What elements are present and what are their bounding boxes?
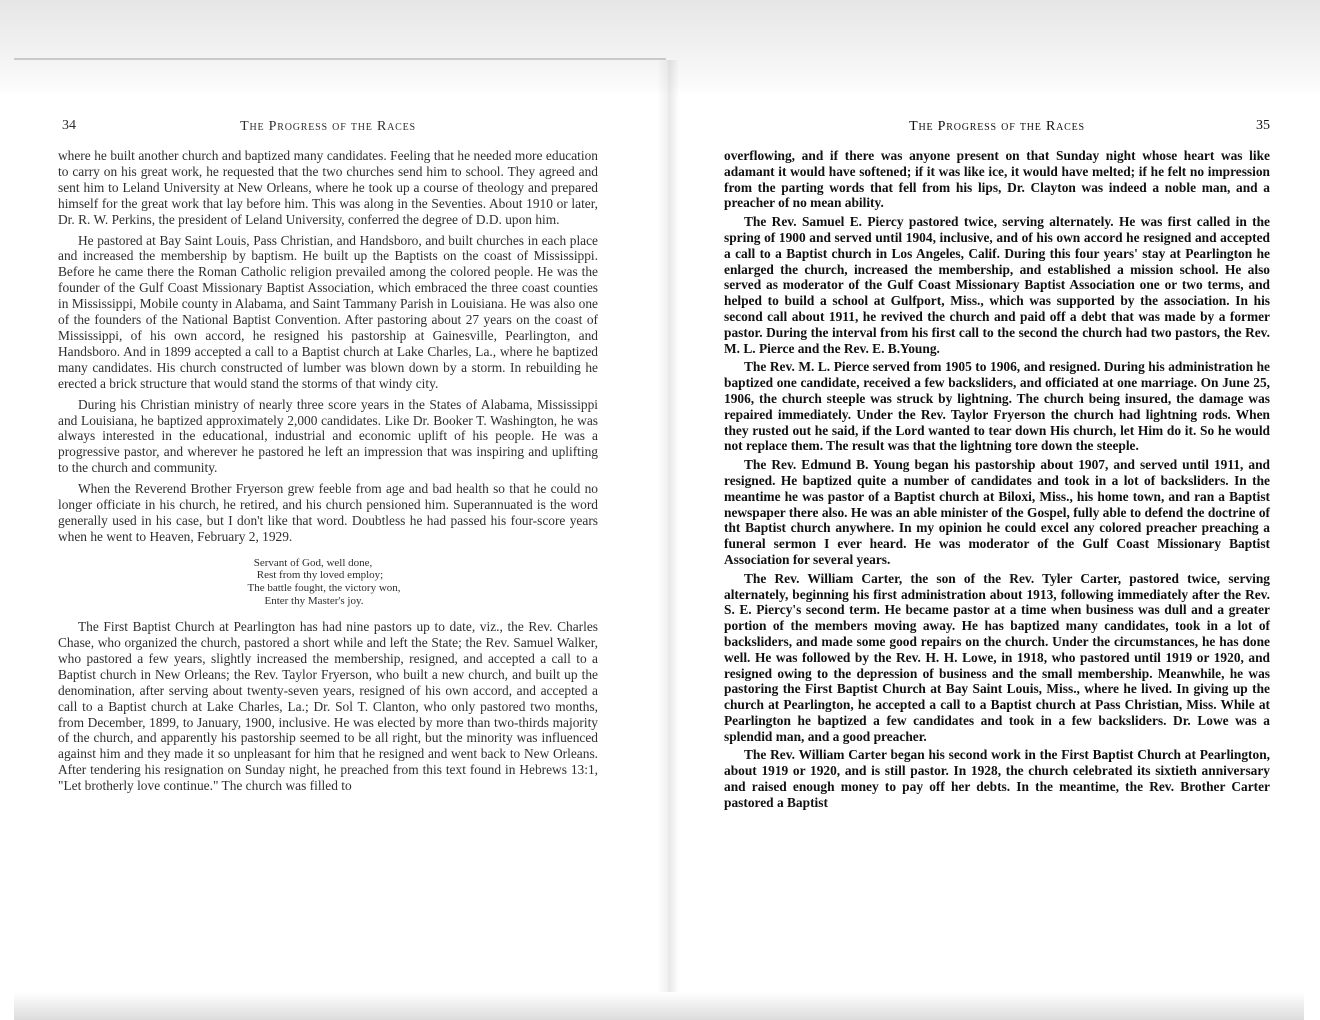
left-paragraph-3: During his Christian ministry of nearly three score years in the States of Alabama, Mississippi and Louisiana, he baptized approximately 2,000 candidates. Like Dr. Booker T. Washington, he was always interested in the educational, industrial and economic uplift of his people. He was a progressive pastor, and wherever he pastored he left an impression that was inspiring and uplifting to the church and community. [58, 396, 598, 476]
left-running-title: The Progress of the Races [240, 119, 416, 134]
left-page-top-edge [14, 58, 666, 60]
right-paragraph-2: The Rev. Samuel E. Piercy pastored twice, serving alternately. He was first called in the spring of 1900 and served until 1904, inclusive, and of his own accord he resigned and accepted a call to a Baptist church in Los Angeles, Calif. During this four years' stay at Pearlington he enlarged the church, increased the membership, and established a mission school. He also served as moderator of the Gulf Coast Missionary Baptist Association one or two terms, and helped to build a school at Gulfport, Miss., which was supported by the association. In his second call about 1911, he revived the church and paid off a debt that was made by a former pastor. During the interval from his first call to the second the church had two pastors, the Rev. M. L. Pierce and the Rev. E. B.Young. [724, 214, 1270, 356]
left-paragraph-5: The First Baptist Church at Pearlington has had nine pastors up to date, viz., the Rev. Charles Chase, who organized the church, pastored a short while and left the State; the Rev. Samuel Walker, who pastored a few years, slightly increased the membership, resigned, and accepted a call to a Baptist church in New Orleans; the Rev. Taylor Fryerson, who built a new church, and built up the denomination, after serving about twenty-seven years, resigned of his own accord, and accepted a call to a Baptist church at Lake Charles, La.; Dr. Sol T. Clanton, who only pastored two months, from December, 1899, to January, 1900, inclusive. He was elected by more than two-thirds majority of the church, and apparently his pastorship seemed to be all right, but the minority was influenced against him and they made it so unpleasant for him that he resigned and went back to New Orleans. After tendering his resignation on Sunday night, he preached from this text found in Hebrews 13:1, "Let brotherly love continue." The church was filled to [58, 619, 598, 794]
poem-line-4: Enter thy Master's joy. [264, 594, 364, 607]
right-page [724, 108, 1270, 814]
poem-line-1: Servant of God, well done, [253, 556, 373, 569]
left-paragraph-1: where he built another church and baptized many candidates. Feeling that he needed more education to carry on his great work, he requested that the two churches send him to school. They agreed and sent him to Leland University at New Orleans, where he took up a course of theology and prepared himself for the great work that lay before him. This was along in the Seventies. About 1910 or later, Dr. R. W. Perkins, the president of Leland University, conferred the degree of D.D. upon him. [58, 148, 598, 227]
poem-line-3: The battle fought, the victory won, [247, 581, 401, 594]
left-paragraph-4: When the Reverend Brother Fryerson grew feeble from age and bad health so that he could no longer officiate in his church, he retired, and his church pensioned him. Superannuated is the word generally used in his case, but I don't like that word. Doubtless he had passed his four-score years when he went to Heaven, February 2, 1929. [58, 481, 598, 544]
right-page-number: 35 [1256, 118, 1270, 133]
right-page-body [724, 148, 1270, 811]
left-page [58, 108, 598, 794]
right-paragraph-5: The Rev. William Carter, the son of the Rev. Tyler Carter, pastored twice, serving alternately, beginning his first administration about 1913, following immediately after the Rev. S. E. Piercy's second term. He became pastor at a time when business was dull and a greater portion of the members moving away. He has baptized many candidates, took in a lot of backsliders, and made some good repairs on the church. Under the circumstances, he has done well. He was followed by the Rev. H. H. Lowe, in 1918, who pastored until 1919 or 1920, and resigned owing to the depression of business and the small membership. Meanwhile, he was pastoring the First Baptist Church at Bay Saint Louis, Miss., where he lived. In giving up the church at Pearlington, he accepted a call to a Baptist church at Pass Christian, Miss. While at Pearlington he baptized a few candidates and took in a few backsliders. Dr. Lowe was a splendid man, and a good preacher. [724, 570, 1270, 744]
left-running-head [58, 108, 598, 148]
book-spine-shadow [657, 60, 679, 1000]
left-page-number: 34 [62, 118, 76, 133]
left-page-body [58, 148, 598, 794]
right-paragraph-6: The Rev. William Carter began his second work in the First Baptist Church at Pearlington, about 1919 or 1920, and is still pastor. In 1928, the church celebrated its sixtieth anniversary and raised enough money to pay off her debts. In the meantime, the Rev. Brother Carter pastored a Baptist [724, 747, 1270, 810]
right-running-head [724, 108, 1270, 148]
right-paragraph-1: overflowing, and if there was anyone present on that Sunday night whose heart was like adamant it would have softened; if it was like ice, it would have melted; if he felt no impression from the parting words that fell from his lips, Dr. Clayton was indeed a noble man, and a preacher of no mean ability. [724, 148, 1270, 211]
right-paragraph-4: The Rev. Edmund B. Young began his pastorship about 1907, and served until 1911, and resigned. He baptized quite a number of candidates and took in a lot of backsliders. In the meantime he was pastor of a Baptist church at Biloxi, Miss., his home town, and ran a Baptist newspaper there also. He was an able minister of the Gospel, fully able to defend the doctrine of tht Baptist church anywhere. In my opinion he could excel any colored preacher preaching a funeral sermon I ever heard. He was moderator of the Gulf Coast Missionary Baptist Association for several years. [724, 457, 1270, 567]
right-paragraph-3: The Rev. M. L. Pierce served from 1905 to 1906, and resigned. During his administration he baptized one candidate, received a few backsliders, and officiated at one marriage. On June 25, 1906, the church steeple was struck by lightning. The church being insured, the damage was repaired immediately. Under the Rev. Taylor Fryerson the church had lightning rods. When they rusted out he said, if the Lord wanted to tear down His church, let Him do it. So he would not replace them. The result was that the lightning tore down the steeple. [724, 359, 1270, 454]
poem-verse [58, 557, 598, 607]
scan-bottom-edge [14, 992, 1304, 1020]
poem-line-2: Rest from thy loved employ; [256, 569, 384, 582]
right-running-title: The Progress of the Races [909, 119, 1085, 134]
left-paragraph-2: He pastored at Bay Saint Louis, Pass Christian, and Handsboro, and built churches in each place and increased the membership by baptism. He built up the Baptists on the coast of Mississippi. Before he came there the Roman Catholic religion prevailed among the colored people. He was the founder of the Gulf Coast Missionary Baptist Association, which embraced the three coast counties in Mississippi, Mobile county in Alabama, and Saint Tammany Parish in Louisiana. He was also one of the founders of the National Baptist Convention. After pastoring about 27 years on the coast of Mississippi, of his own accord, he resigned his pastorship at Gainesville, Pearlington, and Handsboro. And in 1899 accepted a call to a Baptist church at Lake Charles, La., where he baptized many candidates. His church constructed of lumber was blown down by a storm. In rebuilding he erected a brick structure that would stand the storms of that windy city. [58, 232, 598, 391]
